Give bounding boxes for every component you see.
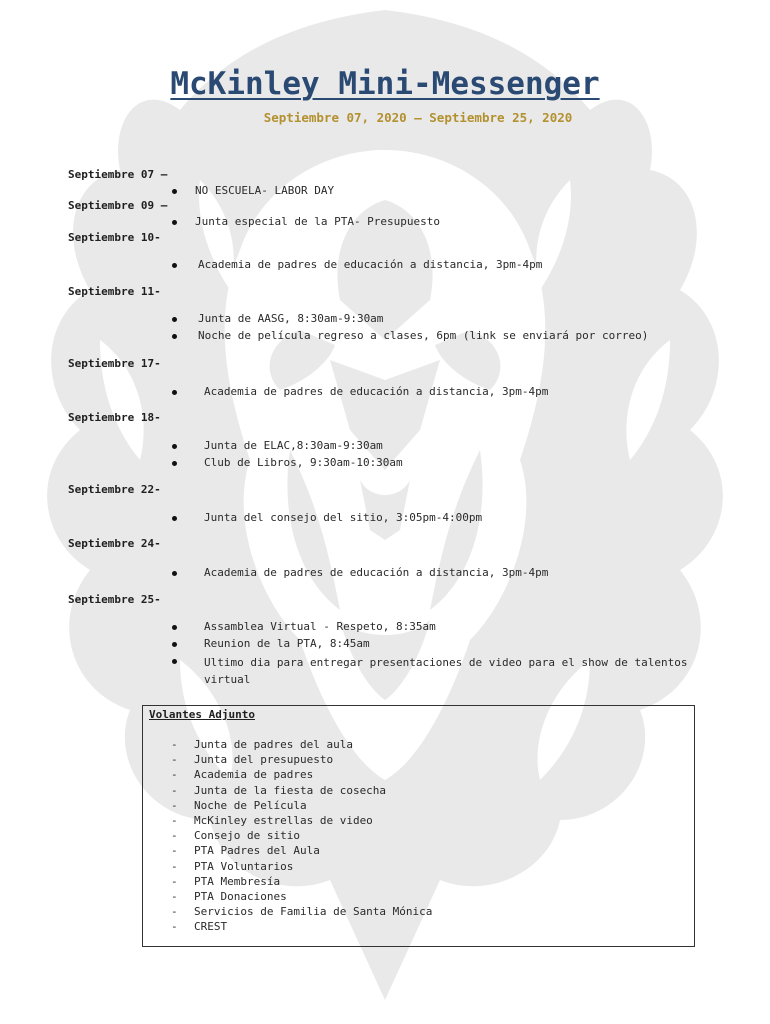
event-item: Assamblea Virtual - Respeto, 8:35am — [204, 620, 436, 633]
list-item: - Servicios de Familia de Santa Mónica — [171, 904, 432, 919]
bullet-icon — [172, 461, 177, 466]
event-item: NO ESCUELA- LABOR DAY — [195, 184, 335, 197]
date-label-sep-07: Septiembre 07 – — [68, 168, 168, 181]
list-item: - PTA Donaciones — [171, 889, 432, 904]
date-label-sep-11: Septiembre 11- — [68, 285, 161, 298]
event-item: Noche de película regreso a clases, 6pm (link se enviará por correo) — [198, 329, 649, 342]
list-item: - Academia de padres — [171, 767, 432, 782]
list-item: - Consejo de sitio — [171, 828, 432, 843]
bullet-icon — [172, 642, 177, 647]
event-item: Academia de padres de educación a distancia, 3pm-4pm — [198, 258, 543, 271]
bullet-icon — [172, 390, 177, 395]
list-item: - McKinley estrellas de video — [171, 813, 432, 828]
list-item: - Noche de Película — [171, 798, 432, 813]
bullet-icon — [172, 516, 177, 521]
date-label-sep-09: Septiembre 09 – — [68, 199, 168, 212]
bullet-icon — [172, 220, 177, 225]
date-label-sep-25: Septiembre 25- — [68, 593, 161, 606]
event-item: Academia de padres de educación a distancia, 3pm-4pm — [204, 566, 549, 579]
event-item: Junta de ELAC,8:30am-9:30am — [204, 439, 383, 452]
list-item: - PTA Voluntarios — [171, 859, 432, 874]
date-label-sep-10: Septiembre 10- — [68, 231, 161, 244]
date-label-sep-17: Septiembre 17- — [68, 357, 161, 370]
date-label-sep-24: Septiembre 24- — [68, 537, 161, 550]
event-item: Junta de AASG, 8:30am-9:30am — [198, 312, 384, 325]
flyers-list — [171, 737, 432, 934]
event-item: Junta especial de la PTA- Presupuesto — [195, 215, 441, 228]
event-item: Club de Libros, 9:30am-10:30am — [204, 456, 403, 469]
bullet-icon — [172, 625, 177, 630]
list-item: - CREST — [171, 919, 432, 934]
list-item: - PTA Membresía — [171, 874, 432, 889]
bullet-icon — [172, 263, 177, 268]
event-item: Academia de padres de educación a distancia, 3pm-4pm — [204, 385, 549, 398]
flyers-heading: Volantes Adjunto — [149, 708, 255, 721]
list-item: - Junta de la fiesta de cosecha — [171, 783, 432, 798]
list-item: - Junta del presupuesto — [171, 752, 432, 767]
date-range-subtitle: Septiembre 07, 2020 – Septiembre 25, 2020 — [263, 110, 573, 125]
bullet-icon — [172, 334, 177, 339]
event-item: Junta del consejo del sitio, 3:05pm-4:00pm — [204, 511, 483, 524]
date-label-sep-18: Septiembre 18- — [68, 411, 161, 424]
bullet-icon — [172, 571, 177, 576]
event-item: Reunion de la PTA, 8:45am — [204, 637, 370, 650]
list-item: - PTA Padres del Aula — [171, 843, 432, 858]
event-item: Ultimo dia para entregar presentaciones de video para el show de talentos virtual — [204, 656, 688, 686]
list-item: - Junta de padres del aula — [171, 737, 432, 752]
bullet-icon — [172, 317, 177, 322]
date-label-sep-22: Septiembre 22- — [68, 483, 161, 496]
bullet-icon — [172, 444, 177, 449]
attached-flyers-box — [142, 705, 695, 947]
page-title: McKinley Mini-Messenger — [170, 66, 600, 102]
bullet-icon — [172, 659, 177, 664]
bullet-icon — [172, 189, 177, 194]
